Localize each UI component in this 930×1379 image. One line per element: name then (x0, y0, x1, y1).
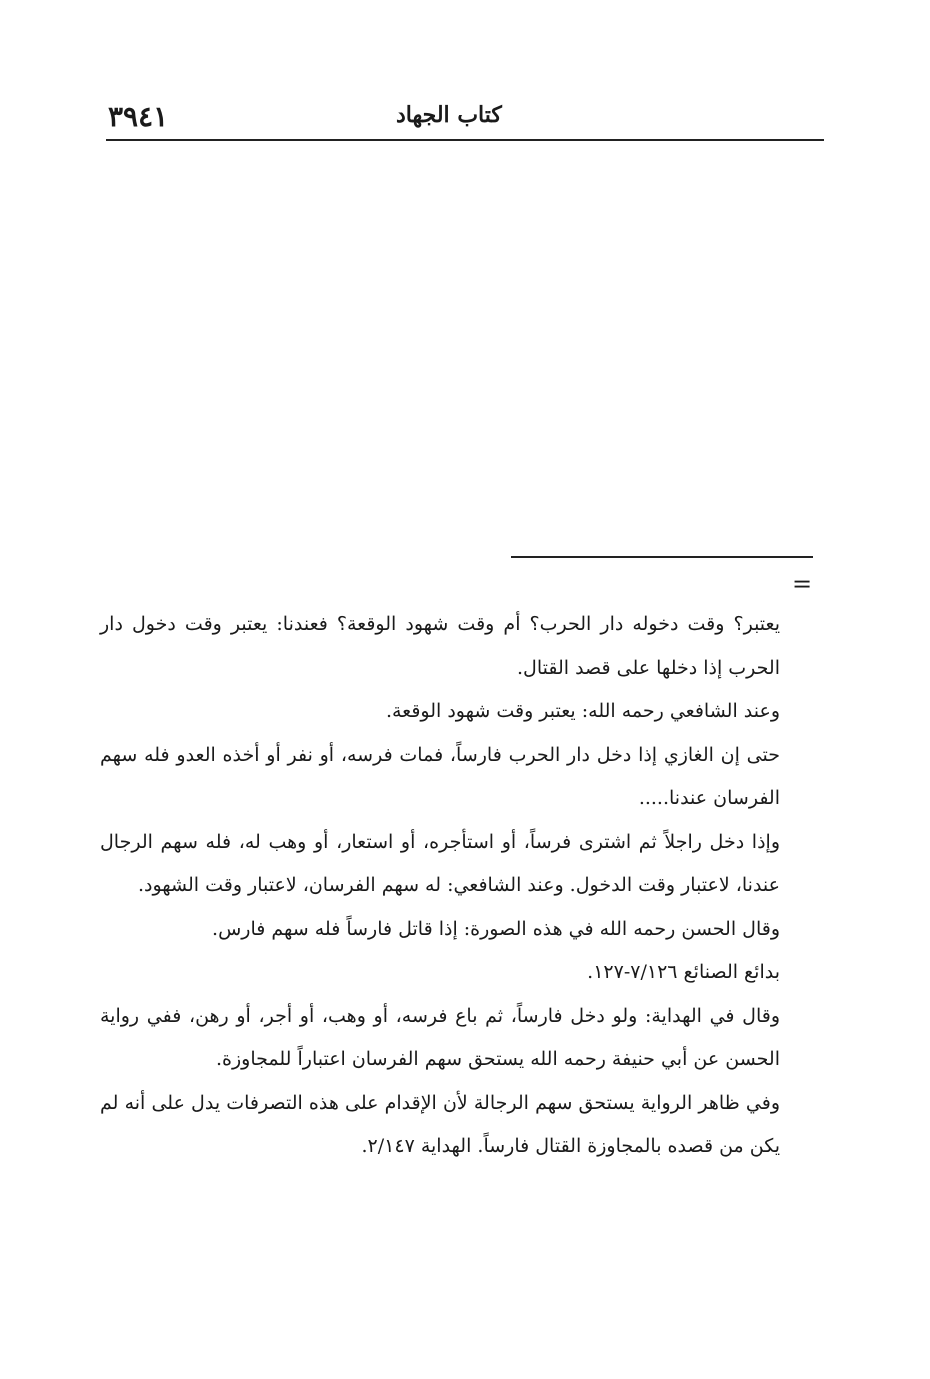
footnote-separator (511, 556, 813, 558)
running-title: كتاب الجهاد (396, 102, 502, 128)
footnote-citation: بدائع الصنائع ٧/١٢٦-١٢٧. (587, 961, 780, 983)
page-number: ٣٩٤١ (108, 100, 169, 133)
footnote-paragraph: وعند الشافعي رحمه الله: يعتبر وقت شهود الوقعة. (385, 700, 780, 722)
page-header (106, 96, 824, 140)
footnote-paragraph: حتى إن الغازي إذا دخل دار الحرب فارساً، فمات فرسه، أو نفر أو أخذه العدو فله سهم الفرسان عندنا..... (100, 743, 780, 809)
header-rule (106, 139, 824, 141)
continuation-mark: = (792, 570, 813, 598)
footnote-paragraph: وقال في الهداية: ولو دخل فارساً، ثم باع فرسه، أو وهب، أو أجر، أو رهن، ففي رواية الحسن عن أبي حنيفة رحمه الله يستحق سهم الفرسان اعتباراً للمجاوزة. (100, 1004, 780, 1070)
footnote-paragraph: وفي ظاهر الرواية يستحق سهم الرجالة لأن الإقدام على هذه التصرفات يدل على أنه لم يكن من قصده بالمجاوزة القتال فارساً. الهداية ٢/١٤٧. (100, 1091, 780, 1157)
footnote-body (100, 603, 780, 1169)
footnote-paragraph: وإذا دخل راجلاً ثم اشترى فرساً، أو استأجره، أو استعار، أو وهب له، فله سهم الرجال عندنا، لاعتبار وقت الدخول. وعند الشافعي: له سهم الفرسان، لاعتبار وقت الشهود. (100, 830, 780, 896)
footnote-paragraph: يعتبر؟ وقت دخوله دار الحرب؟ أم وقت شهود الوقعة؟ فعندنا: يعتبر وقت دخول دار الحرب إذا دخلها على قصد القتال. (100, 613, 780, 679)
footnote-paragraph: وقال الحسن رحمه الله في هذه الصورة: إذا قاتل فارساً فله سهم فارس. (212, 917, 780, 940)
